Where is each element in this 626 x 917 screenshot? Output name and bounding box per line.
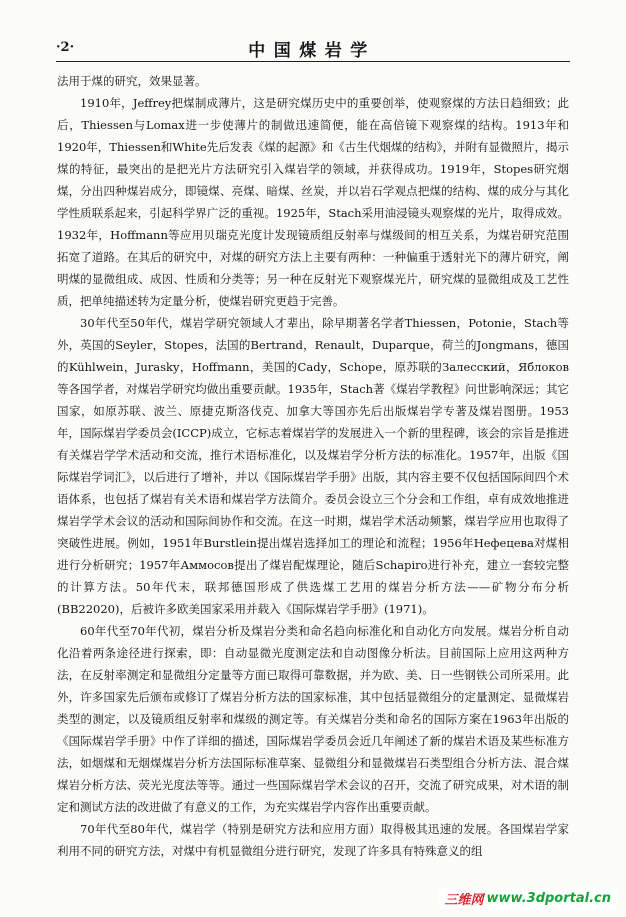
- paragraph-continuation: 法用于煤的研究，效果显著。: [57, 74, 207, 88]
- watermark-site-name: 三维网: [444, 893, 484, 908]
- header-rule: [56, 61, 570, 62]
- running-header: [56, 36, 568, 61]
- book-title: 中国煤岩学: [248, 41, 376, 61]
- paragraph-1960s-1970s: 60年代至70年代初，煤岩分析及煤岩分类和命名趋向标准化和自动化方向发展。煤岩分析自动化沿着两条途径进行探索，即：自动显微光度测定法和自动图像分析法。目前国际上应用这两种方法，在反射率测定和显微组分定量等方面已取得可靠数据，并为欧、美、日一些钢铁公司所采用。此外，许多国家先后颁布或修订了煤岩分析方法的国家标准，其中包括显微组分的定量测定、显微煤岩类型的测定，以及镜质组反射率和煤级的测定等。有关煤岩分类和命名的国际方案在1963年出版的《国际煤岩学手册》中作了详细的描述，国际煤岩学委员会近几年阐述了新的煤岩术语及某些标准方法，如烟煤和无烟煤煤岩分析方法国际标准草案、显微组分和显微煤岩石类型组合分析方法、混合煤煤岩分析方法、荧光光度法等等。通过一些国际煤岩学术会议的召开，交流了研究成果，对术语的制定和测试方法的改进做了有意义的工作，为充实煤岩学内容作出重要贡献。: [57, 624, 569, 814]
- paragraph-1910s: 1910年，Jeffrey把煤制成薄片，这是研究煤历史中的重要创举，使观察煤的方法日趋细致；此后，Thiessen与Lomax进一步使薄片的制做迅速简便，能在高倍镜下观察煤的结构。1913年和1920年，Thiessen和White先后发表《煤的起源》和《古生代烟煤的结构》，并附有显微照片，揭示煤的特征，最突出的是把光片方法研究引入煤岩学的领域，并获得成功。1919年，Stopes研究烟煤，分出四种煤岩成分，即镜煤、亮煤、暗煤、丝炭，并以岩石学观点把煤的结构、煤的成分与其化学性质联系起来，引起科学界广泛的重视。1925年，Stach采用油浸镜头观察煤的光片，取得成效。1932年，Hoffmann等应用贝瑞克光度计发现镜质组反射率与煤级间的相互关系，为煤岩研究范围拓宽了道路。在其后的研究中，对煤的研究方法上主要有两种：一种偏重于透射光下的薄片研究，阐明煤的显微组成、成因、性质和分类等；另一种在反射光下观察煤光片，研究煤的显微组成及工艺性质，把单纯描述转为定量分析，使煤岩研究更趋于完善。: [57, 96, 569, 308]
- watermark-url: www.3dportal.cn: [486, 891, 611, 906]
- page-number: ·2·: [56, 40, 75, 55]
- paragraph-1970s-1980s: 70年代至80年代，煤岩学（特别是研究方法和应用方面）取得极其迅速的发展。各国煤岩学家利用不同的研究方法，对煤中有机显微组分进行研究，发现了许多具有特殊意义的组: [57, 822, 569, 858]
- body-text: [57, 70, 569, 862]
- paragraph-1930s-1950s: 30年代至50年代，煤岩学研究领域人才辈出，除早期著名学者Thiessen，Potonie，Stach等外，英国的Seyler，Stopes，法国的Bertrand，Renault，Duparque，荷兰的Jongmans，德国的Kühlwein，Jurasky，Hoffmann，美国的Cady，Schope，原苏联的Залесский，Яблоков等各国学者，对煤岩学研究均做出重要贡献。1935年，Stach著《煤岩学教程》问世影响深远；其它国家，如原苏联、波兰、原捷克斯洛伐克、加拿大等国亦先后出版煤岩学专著及煤岩图册。1953年，国际煤岩学委员会(ICCP)成立，它标志着煤岩学的发展进入一个新的里程碑，该会的宗旨是推进有关煤岩学学术活动和交流，推行术语标准化，以及煤岩学分析方法的标准化。1957年，出版《国际煤岩学词汇》，以后进行了增补，并以《国际煤岩学手册》出版，其内容主要不仅包括国际间四个术语体系，也包括了煤岩有关术语和煤岩学方法简介。委员会设立三个分会和工作组，卓有成效地推进煤岩学学术会议的活动和国际间协作和交流。在这一时期，煤岩学术活动频繁，煤岩学应用也取得了突破性进展。例如，1951年Burstlein提出煤岩选择加工的理论和流程；1956年Нефецева对煤相进行分析研究；1957年Аммосов提出了煤岩配煤理论，随后Schapiro进行补充，建立一套较完整的计算方法。50年代末，联邦德国形成了供选煤工艺用的煤岩分析方法——矿物分布分析(BB22020)，后被许多欧美国家采用并载入《国际煤岩学手册》(1971)。: [57, 316, 569, 616]
- site-watermark: [439, 888, 618, 909]
